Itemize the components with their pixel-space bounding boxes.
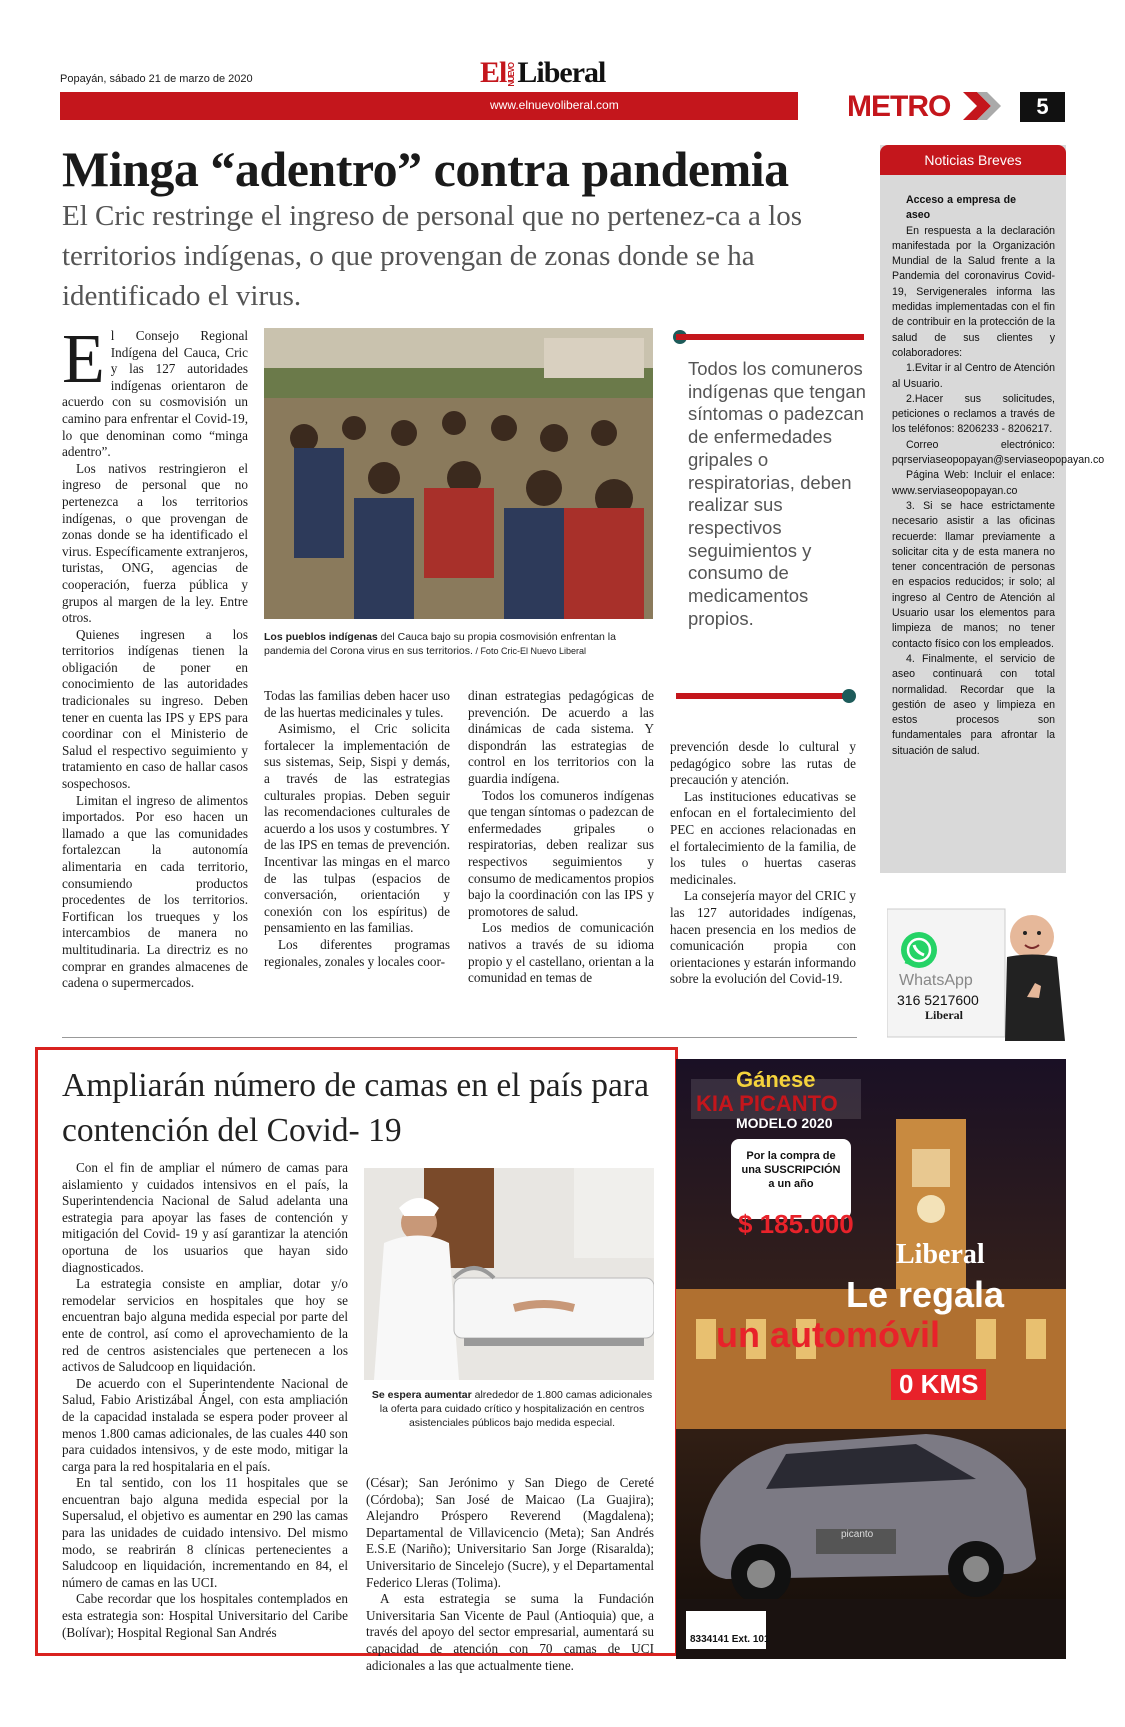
article1-deck: El Cric restringe el ingreso de personal que no pertenez-ca a los territorios indígenas, o que provengan de zonas donde se ha identificado el virus.: [62, 200, 803, 312]
paragraph: Todas las familias deben hacer uso de las huertas medicinales y tules.: [264, 688, 450, 720]
issue-date: Popayán, sábado 21 de marzo de 2020: [60, 73, 253, 85]
section-name: METRO: [847, 90, 951, 123]
ad-tagline-3: 0 KMS: [891, 1369, 986, 1400]
brief-paragraph: 2.Hacer sus solicitudes, peticiones o reclamos a través de los teléfonos: 8206233 - 8206217.: [892, 392, 1055, 436]
subscription-advertisement[interactable]: [676, 1059, 1066, 1659]
hospital-bed-photo: [364, 1168, 654, 1380]
article1-column-2: [264, 688, 450, 970]
header-red-bar: [60, 92, 798, 120]
page-number: 5: [1020, 92, 1065, 122]
paragraph: Todos los comuneros indígenas que tengan síntomas o padezcan de enfermedades gripales o respiratorias, deben realizar sus respectivos seguimientos y consumo de medicamentos propios bajo la coordinación con las IPS y promotores de salud.: [468, 787, 654, 919]
brief-paragraph: En respuesta a la declaración manifestada por la Organización Mundial de la Salud frente a la Pandemia del coronavirus Covid-19, Servigenerales informa las medidas implementadas con el fin de contribuir en la protección de la salud de sus clientes y colaboradores:: [892, 224, 1055, 359]
article1-photo-caption: Los pueblos indígenas del Cauca bajo su propia cosmovisión enfrentan la pandemia del Corona virus en sus territorios. / Foto Cric-El Nuevo Liberal: [264, 631, 616, 657]
paragraph: Los nativos restringieron el ingreso de personal que no pertenezca a los territorios indígenas, o que provengan de zonas donde se ha identificado el virus. Específicamente extranjeros, turistas, ONG, agencias de cooperación, fuerza pública y grupos al margen de la ley. Entre otros.: [62, 460, 248, 626]
paragraph: Cabe recordar que los hospitales contemplados en esta estrategia son: Hospital Universitario del Caribe (Bolívar); Hospital Regional San Andrés: [62, 1591, 348, 1640]
ad-line3: MODELO 2020: [736, 1115, 833, 1131]
brief-subtitle: Acceso a empresa de aseo: [906, 194, 1016, 222]
paragraph: dinan estrategias pedagógicas de prevención. De acuerdo a las dinámicas de cada sistema. Y dispondrán las estrategias de control en los territorios con la guardia indígena.: [468, 688, 654, 786]
paragraph: En tal sentido, con los 11 hospitales que se encuentran bajo alguna medida especial por la Supersalud, el objetivo es aumentar en 290 las camas para las unidades de cuidado intensivo. Del mismo modo, se reabrirán 8 clínicas pertenecientes a Saludcoop en liquidación, incrementando en 84, el número de camas en las UCI.: [62, 1475, 348, 1590]
brief-web: Página Web: Incluir el enlace: www.serviaseopopayan.co: [892, 469, 1055, 497]
website-link[interactable]: www.elnuevoliberal.com: [490, 98, 619, 112]
masthead-logo[interactable]: [480, 56, 605, 90]
section-divider: [62, 1037, 857, 1038]
logo-liberal: Liberal: [517, 56, 606, 89]
whatsapp-label: WhatsApp: [899, 972, 973, 989]
ad-line1: Gánese: [736, 1067, 816, 1092]
paragraph: Limitan el ingreso de alimentos importados. Por eso hacen un llamado a que las comunidades fortalezcan la autonomía alimentaria en cada territorio, consumiendo productos procedentes de los territorios. Fortifican los trueques y los intercambios de manera no multitudinaria. La directriz es no comprar en grandes almacenes de cadena o supermercados.: [62, 792, 248, 991]
article2-photo-caption: Se espera aumentar alrededor de 1.800 camas adicionales la oferta para cuidado crítico y hospitalización en centros asistenciales públicos bajo medida especial.: [371, 1389, 653, 1429]
whatsapp-logo: Liberal: [925, 1008, 963, 1022]
paragraph: La consejería mayor del CRIC y las 127 autoridades indígenas, hacen presencia en los medios de comunicación propia con orientaciones y estarán informando sobre la evolución del Covid-19.: [670, 888, 856, 987]
paragraph: De acuerdo con el Superintendente Nacional de Salud, Fabio Aristizábal Ángel, con esta ampliación de la capacidad instalada se espera poder proveer al menos 1.800 camas adicionales, de las cuales 440 son para cuidados intensivos, y de este modo, mitigar la carga para la red hospitalaria en el país.: [62, 1375, 348, 1474]
paragraph: Con el fin de ampliar el número de camas para aislamiento y cuidados intensivos en el país, la Superintendencia Nacional de Salud adelanta una estrategia para apoyar las fases de contención y mitigación del Covid- 19 y así garantizar la atención oportuna de los usuarios que hayan sido diagnosticados.: [62, 1160, 348, 1275]
quote-dot-bottom: [842, 689, 856, 703]
paragraph: (César); San Jerónimo y San Diego de Cereté (Córdoba); San José de Maicao (La Guajira); Alejandro Próspero Reverend (Magdalena); Departamental de Villavicencio (Meta); San Andrés E.S.E (Nariño); Universitario San Jorge (Risaralda); Universitario de Sincelejo (Sucre), y el Departamental Federico Lleras (Tolima).: [366, 1475, 654, 1590]
brief-paragraph: 1.Evitar ir al Centro de Atención al Usuario.: [892, 362, 1055, 390]
paragraph: prevención desde lo cultural y pedagógico sobre las rutas de precaución y atención.: [670, 739, 856, 788]
paragraph: l Consejo Regional Indígena del Cauca, Cric y las 127 autoridades indígenas orientaron de acuerdo con su cosmovisión un camino para enfrentar el Covid-19, lo que denominan como “minga adentro”.: [62, 328, 248, 460]
ad-tagline-1: Le regala: [846, 1274, 1005, 1315]
paragraph: Las instituciones educativas se enfocan en el fortalecimiento del PEC en acciones relacionadas en el fortalecimiento de la familia, de los tules o huertas caseras medicinales.: [670, 788, 856, 887]
brief-email: Correo electrónico: pqrserviaseopopayan@serviaseopopayan.co: [892, 438, 1105, 467]
paragraph: Los medios de comunicación nativos a través de su idioma propio y el castellano, orientan a la comunidad en temas de: [468, 920, 654, 986]
ad-brand: Liberal: [896, 1239, 985, 1270]
whatsapp-phone: 316 5217600: [897, 992, 979, 1008]
whatsapp-icon: [899, 930, 939, 970]
indigenous-assembly-photo: [264, 328, 653, 619]
logo-el: El: [480, 56, 507, 89]
paragraph: Asimismo, el Cric solicita fortalecer la implementación de sus sistemas, Seip, Sispi y demás, a través de las estrategias culturales propias. Deben seguir las recomendaciones culturales de acuerdo a los usos y costumbres. Y de las IPS en temas de prevención. Incentivar las mingas en el marco de las tulpas (espacios de conversación, orientación y conexión con los espíritus) de pensamiento en las familias.: [264, 721, 450, 936]
article1-column-4: [670, 739, 856, 988]
logo-nuevo: NUEVO: [507, 63, 517, 87]
ad-line2: KIA PICANTO: [696, 1091, 838, 1116]
brief-paragraph: 4. Finalmente, el servicio de aseo continuará con total normalidad. Recordar que la gestión de aseo y limpieza en estos procesos son fundamentales para afrontar la situación de salud.: [892, 652, 1055, 757]
ad-offer: Por la compra de una SUSCRIPCIÓN a un año: [741, 1150, 841, 1190]
brief-paragraph: 3. Si se hace estrictamente necesario asistir a las oficinas recuerde: llamar previamente a solicitar cita y de esta manera no tener concentración de personas en espacios reducidos; ir solo; al ingreso al Centro de Atención al Usuario usar los elementos para limpieza de manos; no tener contacto físico con los empleados.: [892, 499, 1055, 650]
news-briefs-body: [892, 193, 1105, 759]
article1-column-3: [468, 688, 654, 987]
paragraph: A esta estrategia se suma la Fundación Universitaria San Vicente de Paul (Antioquia) que, a través del apoyo del sector empresarial, aumentará su capacidad de atención con 70 camas de UCI adicionales a las que actualmente tiene.: [366, 1591, 654, 1673]
news-briefs-title: Noticias Breves: [880, 145, 1066, 175]
quote-rule-bottom: [676, 693, 846, 699]
section-chevron-icon: [963, 92, 1005, 120]
ad-price: $ 185.000: [738, 1209, 854, 1239]
article2-column-1: [62, 1160, 348, 1641]
article2-column-2: [366, 1475, 654, 1674]
paragraph: Quienes ingresen a los territorios indígenas tienen la obligación de poner en conocimiento de las autoridades tradicionales su ingreso. Deben tener en cuenta las IPS y EPS para coordinar con el Ministerio de Salud el respectivo seguimiento y tratamiento en caso de hallar casos sospechosos.: [62, 626, 248, 792]
pull-quote: Todos los comuneros indígenas que tengan síntomas o padezcan de enfermedades gripales o respiratorias, deben realizar sus respectivos seguimientos y consumo de medicamentos propios.: [688, 358, 866, 629]
article1-column-1: [62, 321, 248, 992]
paragraph: Los diferentes programas regionales, zonales y locales coor-: [264, 936, 450, 969]
dropcap: E: [62, 321, 105, 398]
car-plate: picanto: [841, 1529, 874, 1540]
article2-headline: Ampliarán número de camas en el país para contención del Covid- 19: [62, 1067, 649, 1149]
quote-rule-top: [676, 334, 864, 340]
ad-phone: 8334141 Ext. 101: [690, 1634, 770, 1645]
whatsapp-promo[interactable]: [887, 897, 1065, 1041]
article1-headline: Minga “adentro” contra pandemia: [62, 141, 789, 197]
paragraph: La estrategia consiste en ampliar, dotar y/o remodelar servicios en hospitales que hoy se encuentran bajo alguna medida especial por parte del ente de control, así como el aprovechamiento de la red de centros asistenciales que pertenecen a los activos de Saludcoop en liquidación.: [62, 1276, 348, 1375]
ad-tagline-2: un automóvil: [716, 1314, 940, 1355]
